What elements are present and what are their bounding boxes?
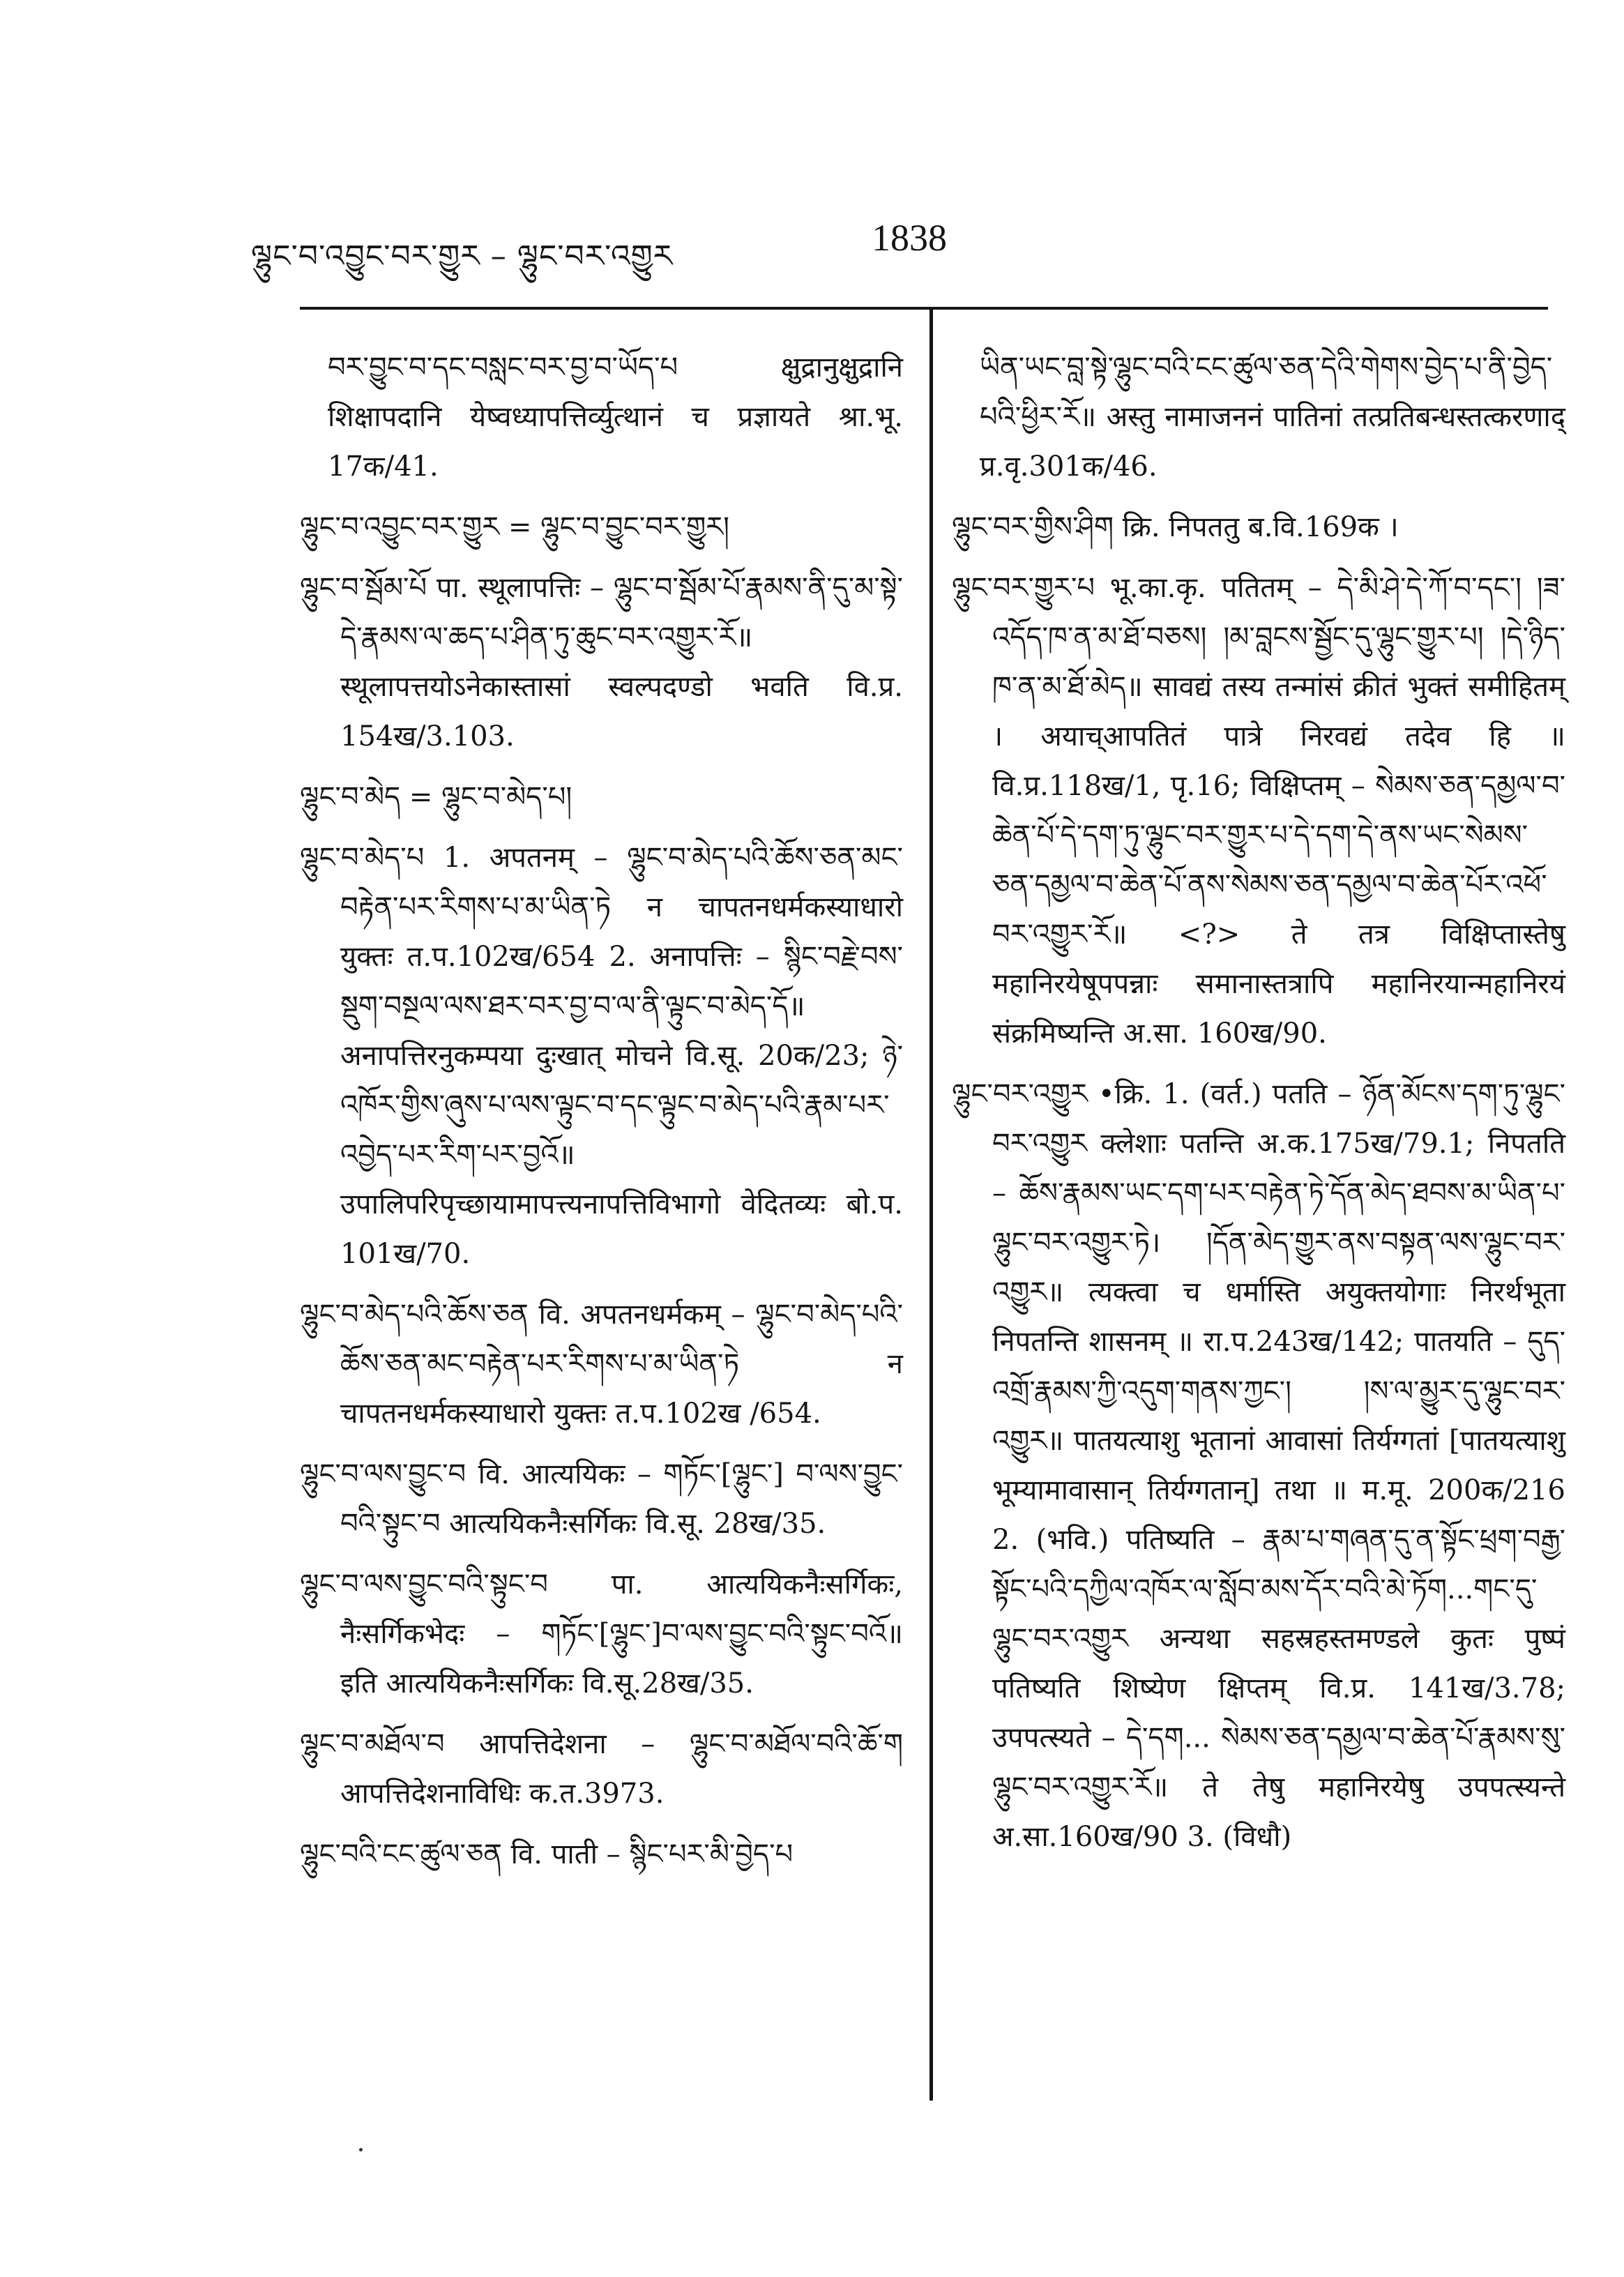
scan-speck [359,2148,363,2151]
dictionary-entry: ལྷུང་བ་མེད = ལྷུང་བ་མེད་པ། [300,781,572,813]
dictionary-entry: ལྷུང་བ་མཐོལ་བ आपत्तिदेशना – ལྷུང་བ་མཐོལ་བའི་ཆོ་ག आपत्तिदेशनाविधिः क.त.3973. [300,1728,903,1810]
right-column [952,343,1565,1873]
dictionary-entry: ལྷུང་བར་གྱུར་པ भू.का.कृ. पतितम् – དེ་མི་ཤེ་དེ་ཀོ་བ་དང་། །ཟ་འདོད་ཁ་ན་མ་ཐོ་བཅས། །མ་བླངས་སྦྱོང་དུ་ལྷུང་གྱུར་པ། །དེ་ཉིད་ཁ་ན་མ་ཐོ་མེད॥ सावद्यं तस्य तन्मांसं क्रीतं भुक्तं समीहितम् । अयाच्आपतितं पात्रे निरवद्यं तदेव हि ॥ वि.प्र.118ख/1, पृ.16; विक्षिप्तम् – སེམས་ཅན་དམྱལ་བ་ཆེན་པོ་དེ་དག་ཏུ་ལྷུང་བར་གྱུར་པ་དེ་དག་དེ་ནས་ཡང་སེམས་ཅན་དམྱལ་བ་ཆེན་པོ་ནས་སེམས་ཅན་དམྱལ་བ་ཆེན་པོར་འཕོ་བར་འགྱུར་རོ॥ <?> ते तत्र विक्षिप्तास्तेषु महानिरयेषूपपन्नाः समानास्तत्रापि महानिरयान्महानिरयं संक्रमिष्यन्ति अ.सा. 160ख/90. [952,572,1565,1050]
dictionary-entry: ལྷུང་བ་ལས་བྱུང་བ वि. आत्ययिकः – གཏོང་[ལྷུང་] བ་ལས་བྱུང་བའི་སྟུང་བ आत्ययिकनैःसर्गिकः वि.सू. 28ख/35. [300,1458,903,1540]
header-rule [300,307,1548,310]
entry-continuation: བར་བྱུང་བ་དང་བསླང་བར་བྱ་བ་ཡོད་པ क्षुद्रानुक्षुद्रानि शिक्षापदानि येष्वध्यापत्तिर्व्युत्थानं च प्रज्ञायते श्रा.भू. 17क/41. [328,351,903,483]
dictionary-entry: ལྷུང་བ་ལས་བྱུང་བའི་སྟུང་བ पा. आत्ययिकनैःसर्गिकः, नैःसर्गिकभेदः – གཏོང་[ལྷུང་]བ་ལས་བྱུང་བའི་སྟུང་བའོ॥ इति आत्ययिकनैःसर्गिकः वि.सू.28ख/35. [300,1568,903,1700]
dictionary-entry: ལྷུང་བ་མེད་པ 1. अपतनम् – ལྷུང་བ་མེད་པའི་ཆོས་ཅན་མང་བརྟེན་པར་རིགས་པ་མ་ཡིན་ཏེ न चापतनधर्मकस्याधारो युक्तः त.प.102ख/654 2. अनापत्तिः – སྙིང་བརྗེ་བས་སྡུག་བསྔལ་ལས་ཐར་བར་བྱ་བ་ལ་ནི་ལྟུང་བ་མེད་དོ॥ अनापत्तिरनुकम्पया दुःखात् मोचने वि.सू. 20क/23; ཉེ་འཁོར་གྱིས་ཞུས་པ་ལས་ལྟུང་བ་དང་ལྟུང་བ་མེད་པའི་རྣམ་པར་འབྱེད་པར་རིག་པར་བྱའོ॥ उपालिपरिपृच्छायामापत्त्यनापत्तिविभागो वेदितव्यः बो.प. 101ख/70. [300,842,903,1270]
page-header [251,209,1576,272]
dictionary-entry: ལྷུང་བ་མེད་པའི་ཆོས་ཅན वि. अपतनधर्मकम् – ལྷུང་བ་མེད་པའི་ཆོས་ཅན་མང་བརྟེན་པར་རིགས་པ་མ་ཡིན་ཏེ न चापतनधर्मकस्याधारो युक्तः त.प.102ख /654. [300,1299,903,1430]
dictionary-entry: ལྷུང་བ་སྦོམ་པོ पा. स्थूलापत्तिः – ལྷུང་བ་སྦོམ་པོ་རྣམས་ནི་དུ་མ་སྟེ་དེ་རྣམས་ལ་ཆད་པ་ཤིན་ཏུ་ཆུང་བར་འགྱུར་རོ॥ स्थूलापत्तयोऽनेकास्तासां स्वल्पदण्डो भवति वि.प्र. 154ख/3.103. [300,572,903,752]
column-divider [929,308,933,2101]
running-head-left: ལྷུང་བ་འབྱུང་བར་གྱུར – ལྷུང་བར་འགྱུར [251,239,674,274]
dictionary-entry: ལྷུང་བའི་ངང་ཚུལ་ཅན वि. पाती – སྙིང་པར་མི་བྱེད་པ [300,1838,794,1870]
entry-continuation: ཡིན་ཡང་བླ་སྟེ་ལྷུང་བའི་ངང་ཚུལ་ཅན་དེའི་གེགས་བྱེད་པ་ནི་བྱེད་པའི་ཕྱིར་རོ॥ अस्तु नामाजननं पातिनां तत्प्रतिबन्धस्तत्करणाद् प्र.वृ.301क/46. [980,351,1565,483]
dictionary-entry: ལྷུང་བ་འབྱུང་བར་གྱུར = ལྷུང་བ་བྱུང་བར་གྱུར། [300,511,730,543]
page-number: 1838 [872,217,947,259]
dictionary-entry: ལྷུང་བར་འགྱུར •क्रि. 1. (वर्त.) पतति – ཉོན་མོངས་དག་ཏུ་ལྷུང་བར་འགྱུར क्लेशाः पतन्ति अ.क.175ख/79.1; निपतति – ཆོས་རྣམས་ཡང་དག་པར་བརྟེན་ཏེ་དོན་མེད་ཐབས་མ་ཡིན་པ་ལྷུང་བར་འགྱུར་ཏེ। །དོན་མེད་གྱུར་ནས་བསྟན་ལས་ལྷུང་བར་འགྱུར॥ त्यक्त्वा च धर्मास्ति अयुक्तयोगाः निरर्थभूता निपतन्ति शासनम् ॥ रा.प.243ख/142; पातयति – དུད་འགྲོ་རྣམས་ཀྱི་འདུག་གནས་ཀྱང་། །ས་ལ་མྱུར་དུ་ལྷུང་བར་འགྱུར॥ पातयत्याशु भूतानां आवासां तिर्यग्गतां [पातयत्याशु भूम्यामावासान् तिर्यग्गतान्] तथा ॥ म.मू. 200क/216 2. (भवि.) पतिष्यति – རྣམ་པ་གཞན་དུ་ན་སྟོང་ཕྲག་བརྒྱ་སྟོང་པའི་དཀྱིལ་འཁོར་ལ་སློབ་མས་དོར་བའི་མེ་ཏོག...གང་དུ་ལྷུང་བར་འགྱུར अन्यथा सहस्रहस्तमण्डले कुतः पुष्पं पतिष्यति शिष्येण क्षिप्तम् वि.प्र. 141ख/3.78; उपपत्स्यते – དེ་དག... སེམས་ཅན་དམྱལ་བ་ཆེན་པོ་རྣམས་སུ་ལྷུང་བར་འགྱུར་རོ॥ ते तेषु महानिरयेषु उपपत्स्यन्ते अ.सा.160ख/90 3. (विधौ) [952,1078,1565,1853]
left-column [300,343,903,1891]
dictionary-entry: ལྷུང་བར་གྱིས་ཤིག क्रि. निपततु ब.वि.169क । [952,511,1399,543]
